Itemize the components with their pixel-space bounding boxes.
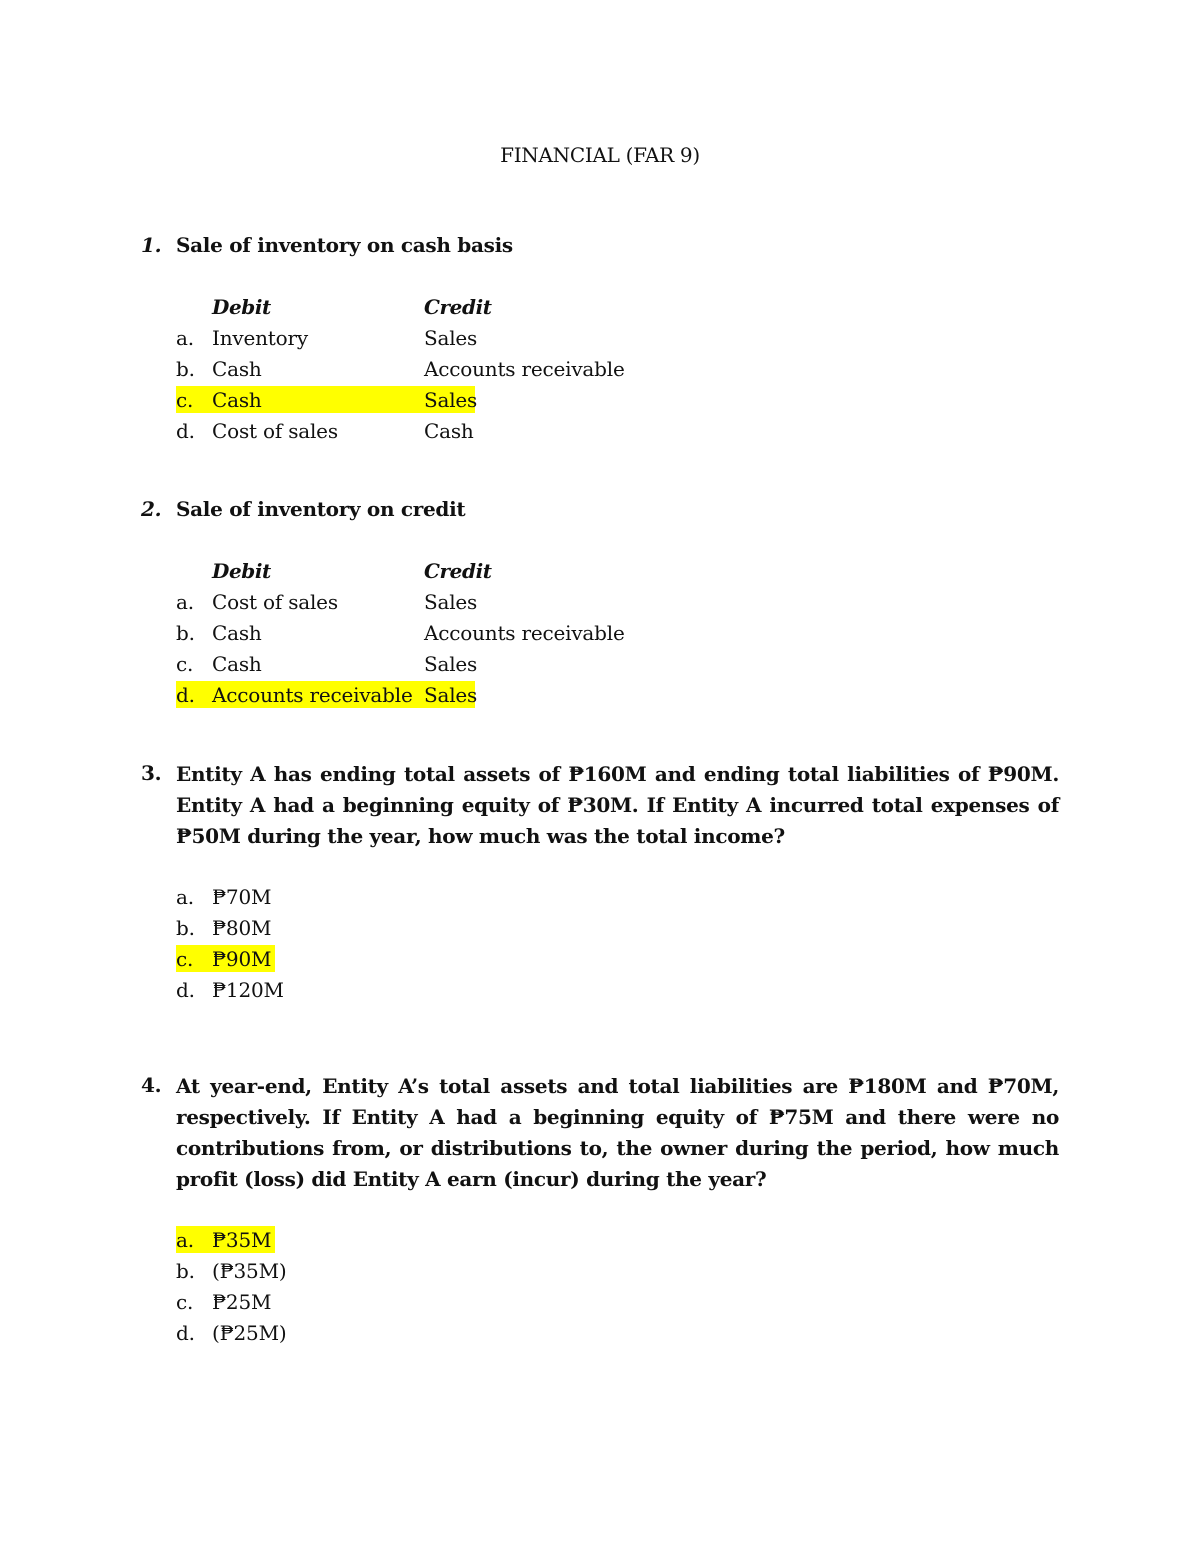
option-letter: d. [176,978,195,1002]
q1-option-c-answer [176,388,626,414]
option-value: (₱25M) [212,1321,287,1345]
q4-option-a-answer [176,1228,476,1254]
q3-option-d [176,978,476,1004]
q3-option-b [176,916,476,942]
option-debit: Cash [212,652,262,676]
option-credit: Accounts receivable [424,357,625,381]
option-letter: b. [176,357,195,381]
option-value: ₱70M [212,885,272,909]
question-3-number: 3. [141,761,162,785]
option-value: ₱80M [212,916,272,940]
q4-option-b [176,1259,476,1285]
option-value: ₱25M [212,1290,272,1314]
credit-header: Credit [424,295,492,319]
q2-option-c [176,652,626,678]
option-value: (₱35M) [212,1259,287,1283]
page-title: FINANCIAL (FAR 9) [500,143,700,167]
q2-option-d-answer [176,683,626,709]
question-4-number: 4. [141,1073,162,1097]
q2-option-a [176,590,626,616]
option-letter: d. [176,1321,195,1345]
q1-option-b [176,357,626,383]
question-1-text: Sale of inventory on cash basis [176,233,513,257]
option-letter: a. [176,590,194,614]
option-letter: c. [176,388,194,412]
option-debit: Inventory [212,326,308,350]
option-value: ₱120M [212,978,284,1002]
q1-option-d [176,419,626,445]
question-3-text: Entity A has ending total assets of ₱160M and ending total liabilities of ₱90M. Entity A had a beginning equity of ₱30M. If Entity A incurred total expenses of ₱50M during the year, how much was the total income? [176,762,1059,848]
credit-header: Credit [424,559,492,583]
option-letter: a. [176,885,194,909]
question-1-number: 1. [141,233,162,257]
question-2-number: 2. [141,497,162,521]
debit-header: Debit [212,559,271,583]
q1-option-a [176,326,626,352]
option-letter: c. [176,947,194,971]
option-debit: Cash [212,621,262,645]
question-4-text: At year-end, Entity A’s total assets and total liabilities are ₱180M and ₱70M, respectively. If Entity A had a beginning equity of ₱75M and there were no contributions from, or distributions to, the owner during the period, how much profit (loss) did Entity A earn (incur) during the year? [176,1074,1059,1191]
option-letter: c. [176,1290,194,1314]
option-credit: Sales [424,388,478,412]
option-debit: Cash [212,388,262,412]
q4-option-c [176,1290,476,1316]
option-letter: b. [176,916,195,940]
question-2-text: Sale of inventory on credit [176,497,466,521]
option-credit: Sales [424,652,478,676]
option-credit: Sales [424,326,478,350]
option-credit: Sales [424,590,478,614]
option-letter: a. [176,1228,194,1252]
q2-option-b [176,621,626,647]
option-debit: Cost of sales [212,590,338,614]
option-letter: c. [176,652,194,676]
option-value: ₱90M [212,947,272,971]
q4-option-d [176,1321,476,1347]
option-letter: d. [176,419,195,443]
debit-header: Debit [212,295,271,319]
q3-option-a [176,885,476,911]
option-letter: a. [176,326,194,350]
option-debit: Cost of sales [212,419,338,443]
option-letter: b. [176,621,195,645]
option-credit: Sales [424,683,478,707]
option-letter: b. [176,1259,195,1283]
q3-option-c-answer [176,947,476,973]
option-credit: Accounts receivable [424,621,625,645]
option-value: ₱35M [212,1228,272,1252]
option-credit: Cash [424,419,474,443]
option-debit: Accounts receivable [212,683,413,707]
option-letter: d. [176,683,195,707]
option-debit: Cash [212,357,262,381]
